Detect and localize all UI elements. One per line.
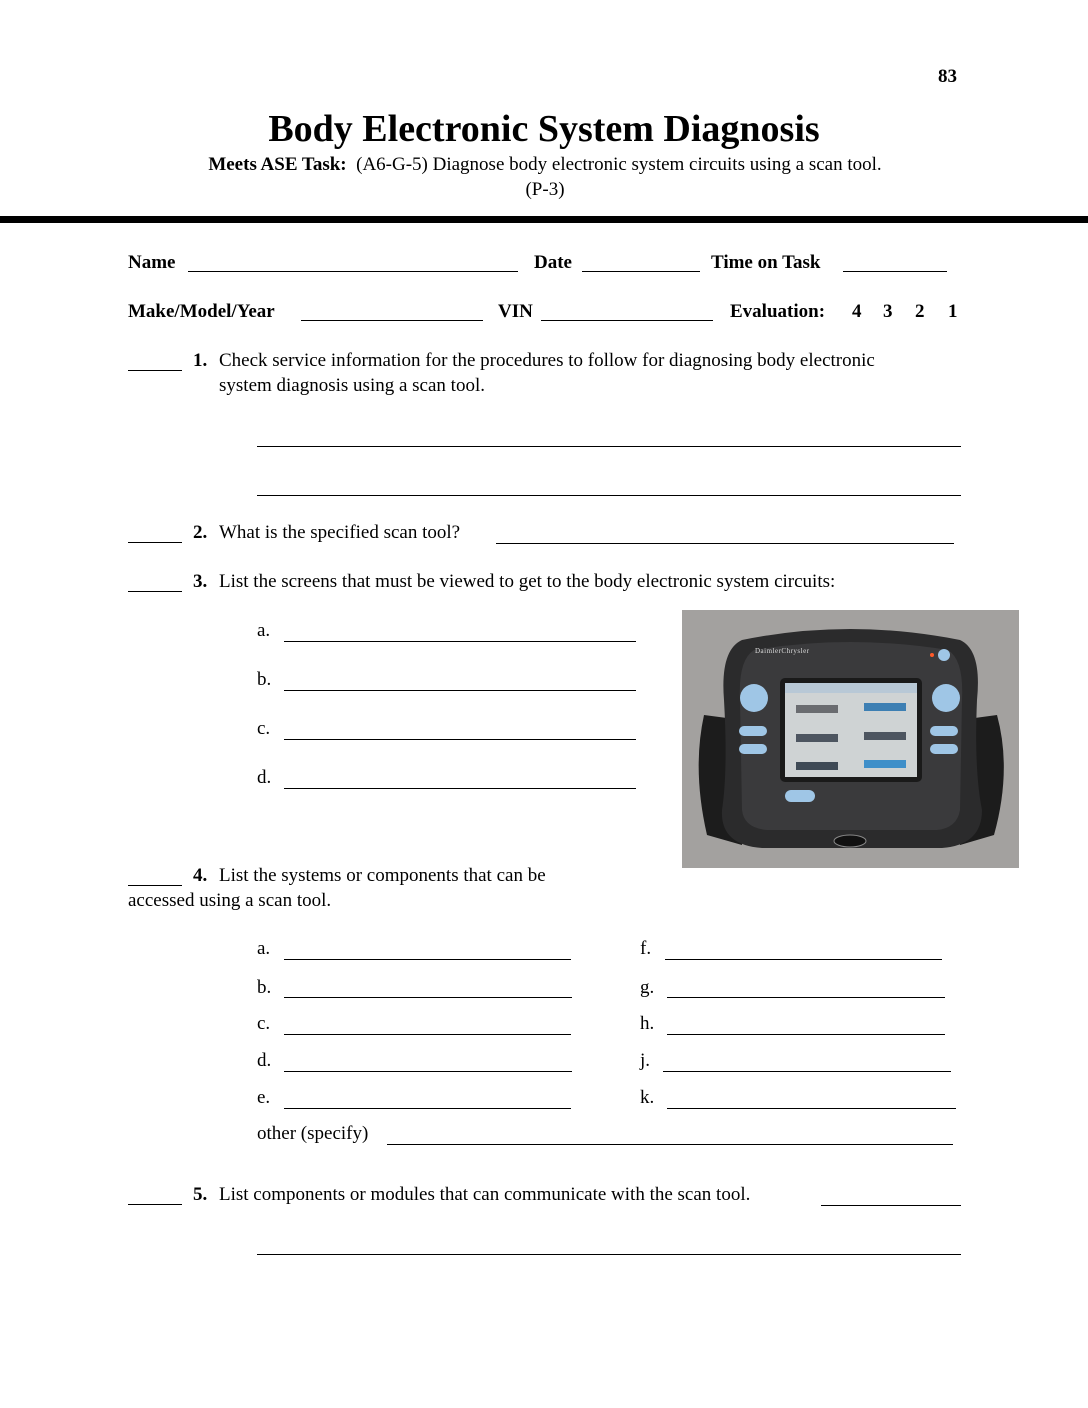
q3-check-blank[interactable] xyxy=(128,591,182,592)
q3-answer-c[interactable] xyxy=(284,739,636,740)
scan-tool-photo xyxy=(682,610,1019,868)
q1-answer-line-1[interactable] xyxy=(257,446,961,447)
q5-check-blank[interactable] xyxy=(128,1204,182,1205)
q4-item-label: d. xyxy=(257,1050,272,1071)
q4-item-label: j. xyxy=(640,1050,651,1071)
q2-answer-line[interactable] xyxy=(496,543,954,544)
q4-text-cont: accessed using a scan tool. xyxy=(128,890,332,911)
date-field[interactable] xyxy=(582,271,700,272)
q4-item-label: g. xyxy=(640,977,655,998)
q5-number: 5. xyxy=(193,1184,208,1205)
q4-answer-a[interactable] xyxy=(284,959,571,960)
ase-task-label: Meets ASE Task: xyxy=(208,154,347,175)
q4-answer-k[interactable] xyxy=(667,1108,956,1109)
q4-number: 4. xyxy=(193,865,208,886)
q4-answer-g[interactable] xyxy=(667,997,945,998)
header-divider xyxy=(0,216,1088,223)
q4-answer-d[interactable] xyxy=(284,1071,572,1072)
q3-answer-b[interactable] xyxy=(284,690,636,691)
make-model-year-label: Make/Model/Year xyxy=(128,301,275,322)
q2-number: 2. xyxy=(193,522,208,543)
q4-item-label: e. xyxy=(257,1087,271,1108)
evaluation-label: Evaluation: xyxy=(730,301,826,322)
q3-item-label: d. xyxy=(257,767,272,788)
q1-check-blank[interactable] xyxy=(128,370,182,371)
q4-item-label: a. xyxy=(257,938,271,959)
q3-text: List the screens that must be viewed to get to the body electronic system circuits: xyxy=(219,571,836,592)
q4-answer-c[interactable] xyxy=(284,1034,571,1035)
scan-tool-illustration xyxy=(682,610,1019,868)
time-on-task-label: Time on Task xyxy=(711,252,821,273)
q3-item-label: b. xyxy=(257,669,272,690)
q4-answer-j[interactable] xyxy=(663,1071,951,1072)
make-model-year-field[interactable] xyxy=(301,320,483,321)
q1-number: 1. xyxy=(193,350,208,371)
q5-answer-line[interactable] xyxy=(257,1254,961,1255)
name-label: Name xyxy=(128,252,176,273)
page-title: Body Electronic System Diagnosis xyxy=(268,108,820,150)
q4-item-label: b. xyxy=(257,977,272,998)
q2-text: What is the specified scan tool? xyxy=(219,522,461,543)
q4-answer-b[interactable] xyxy=(284,997,572,998)
q3-item-label: c. xyxy=(257,718,271,739)
ase-task-line xyxy=(0,153,1088,177)
evaluation-score-4[interactable]: 4 xyxy=(852,301,862,322)
q1-answer-line-2[interactable] xyxy=(257,495,961,496)
q3-answer-d[interactable] xyxy=(284,788,636,789)
time-on-task-field[interactable] xyxy=(843,271,947,272)
q2-check-blank[interactable] xyxy=(128,542,182,543)
q4-answer-e[interactable] xyxy=(284,1108,571,1109)
q4-answer-h[interactable] xyxy=(667,1034,945,1035)
q4-check-blank[interactable] xyxy=(128,885,182,886)
q4-other-label: other (specify) xyxy=(257,1123,369,1144)
q5-text: List components or modules that can communicate with the scan tool. xyxy=(219,1184,751,1205)
evaluation-score-3[interactable]: 3 xyxy=(883,301,893,322)
q4-item-label: h. xyxy=(640,1013,655,1034)
priority-label: (P-3) xyxy=(525,179,565,200)
vin-label: VIN xyxy=(498,301,533,322)
date-label: Date xyxy=(534,252,572,273)
q1-text-cont: system diagnosis using a scan tool. xyxy=(219,375,485,396)
page-number: 83 xyxy=(938,66,957,87)
ase-task-text: (A6-G-5) Diagnose body electronic system circuits using a scan tool. xyxy=(356,154,882,175)
photo-brand-text: DaimlerChrysler xyxy=(755,647,810,655)
q3-answer-a[interactable] xyxy=(284,641,636,642)
q4-answer-other[interactable] xyxy=(387,1144,953,1145)
q4-item-label: c. xyxy=(257,1013,271,1034)
q4-item-label: f. xyxy=(640,938,652,959)
q4-answer-f[interactable] xyxy=(665,959,942,960)
q3-number: 3. xyxy=(193,571,208,592)
vin-field[interactable] xyxy=(541,320,713,321)
q3-item-label: a. xyxy=(257,620,271,641)
q1-text: Check service information for the procedures to follow for diagnosing body electronic xyxy=(219,350,875,371)
q4-text: List the systems or components that can be xyxy=(219,865,546,886)
evaluation-score-2[interactable]: 2 xyxy=(915,301,925,322)
q4-item-label: k. xyxy=(640,1087,655,1108)
q5-answer-inline[interactable] xyxy=(821,1205,961,1206)
evaluation-score-1[interactable]: 1 xyxy=(948,301,958,322)
name-field[interactable] xyxy=(188,271,518,272)
